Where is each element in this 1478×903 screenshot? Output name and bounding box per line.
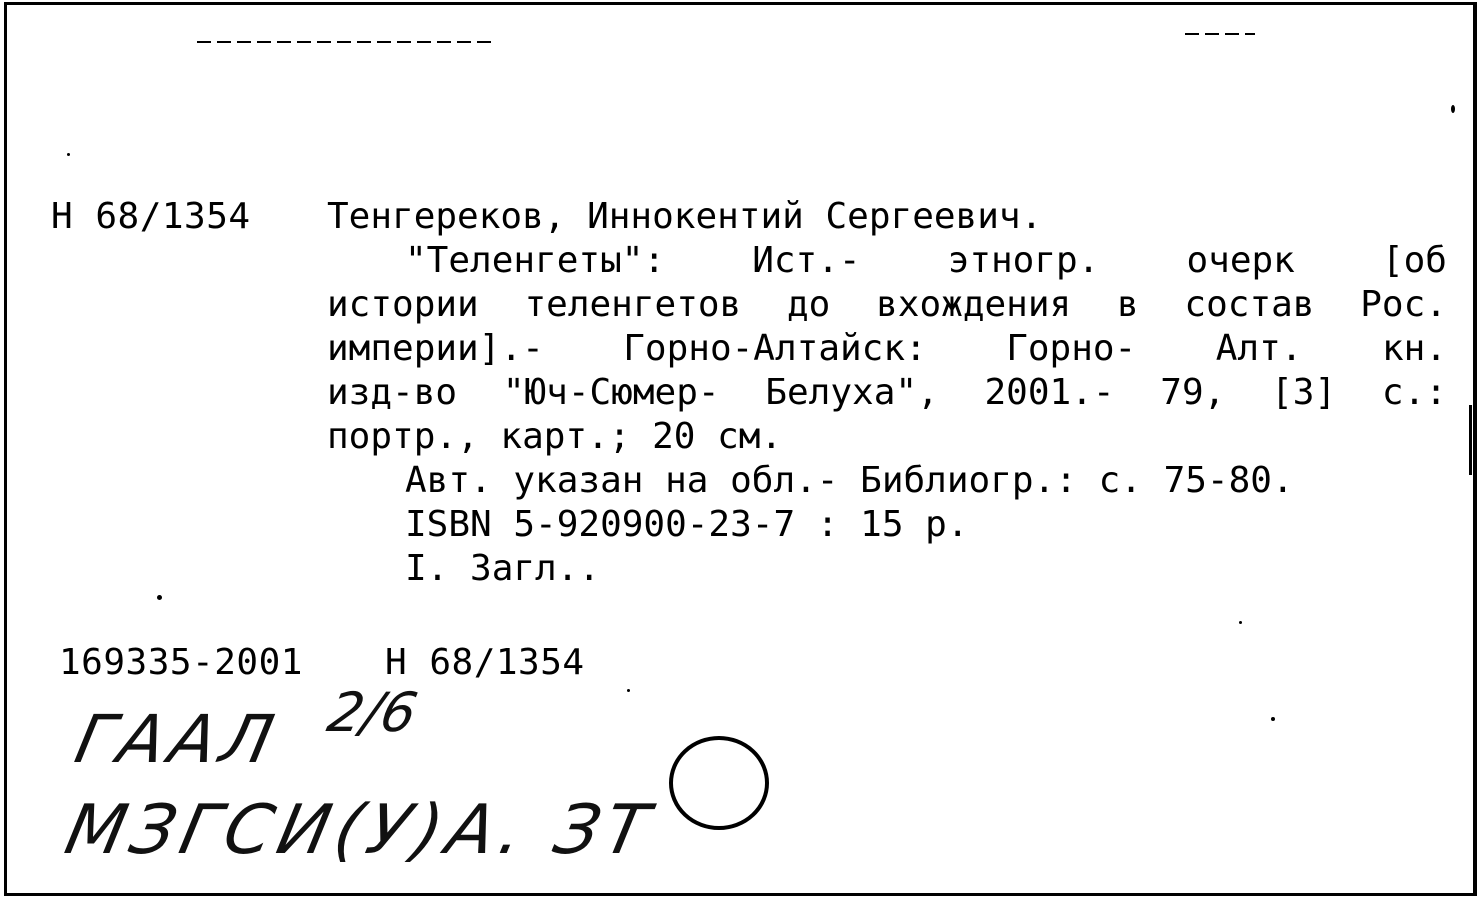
title-word: Алт.	[1215, 328, 1303, 369]
title-line-3	[327, 327, 1447, 371]
title-word: этногр.	[947, 240, 1100, 281]
title-line-1	[327, 239, 1447, 283]
catalog-card	[4, 2, 1477, 896]
scan-speck	[627, 689, 630, 692]
title-word: Горно-	[1006, 328, 1137, 369]
title-word: Горно-Алтайск:	[623, 328, 927, 369]
title-word: "Теленгеты":	[405, 240, 666, 281]
title-word: теленгетов	[524, 284, 742, 325]
scan-speck	[157, 595, 162, 600]
circle-mark-icon	[667, 733, 771, 833]
shelf-mark-top: Н 68/1354	[51, 196, 251, 237]
title-line-4	[327, 371, 1447, 415]
title-word: очерк	[1186, 240, 1295, 281]
handwritten-distribution-code: МЗГСИ(У)А. ЗТ	[58, 791, 662, 870]
tracing-line: I. Загл..	[405, 548, 601, 589]
title-word: Белуха",	[765, 372, 939, 413]
scan-speck	[1239, 621, 1242, 624]
isbn-line: ISBN 5-920900-23-7 : 15 р.	[405, 504, 969, 545]
title-line-5: портр., карт.; 20 см.	[327, 416, 783, 457]
scan-speck	[67, 153, 70, 156]
title-word: до	[787, 284, 831, 325]
title-word: империи].-	[327, 328, 544, 369]
title-word: [об	[1381, 240, 1447, 281]
author-heading: Тенгереков, Иннокентий Сергеевич.	[327, 196, 1043, 237]
title-word: в	[1116, 284, 1139, 325]
title-word: истории	[327, 284, 479, 325]
scan-dash-mark	[197, 41, 497, 43]
handwritten-location-fraction: 2/6	[322, 681, 423, 744]
title-word: "Юч-Сюмер-	[502, 372, 720, 413]
scan-speck	[1469, 405, 1472, 475]
title-line-2	[327, 283, 1447, 327]
scan-dash-mark	[1185, 33, 1255, 35]
scan-speck	[1451, 105, 1455, 113]
bibliographic-entry	[327, 195, 1447, 591]
title-word: [3]	[1271, 372, 1337, 413]
shelf-mark-bottom: Н 68/1354	[385, 642, 585, 683]
accession-number: 169335-2001	[59, 642, 303, 683]
title-word: с.:	[1381, 372, 1447, 413]
author-note: Авт. указан на обл.- Библиогр.: с. 75-80.	[405, 460, 1294, 501]
handwritten-location-code: ГААЛ	[68, 701, 286, 778]
title-word: 79,	[1160, 372, 1226, 413]
title-word: состав	[1184, 284, 1315, 325]
scan-speck	[1271, 717, 1275, 721]
title-word: Ист.-	[752, 240, 861, 281]
title-word: Рос.	[1360, 284, 1447, 325]
title-word: кн.	[1381, 328, 1447, 369]
title-word: вхождения	[876, 284, 1072, 325]
title-word: изд-во	[327, 372, 458, 413]
title-word: 2001.-	[984, 372, 1115, 413]
